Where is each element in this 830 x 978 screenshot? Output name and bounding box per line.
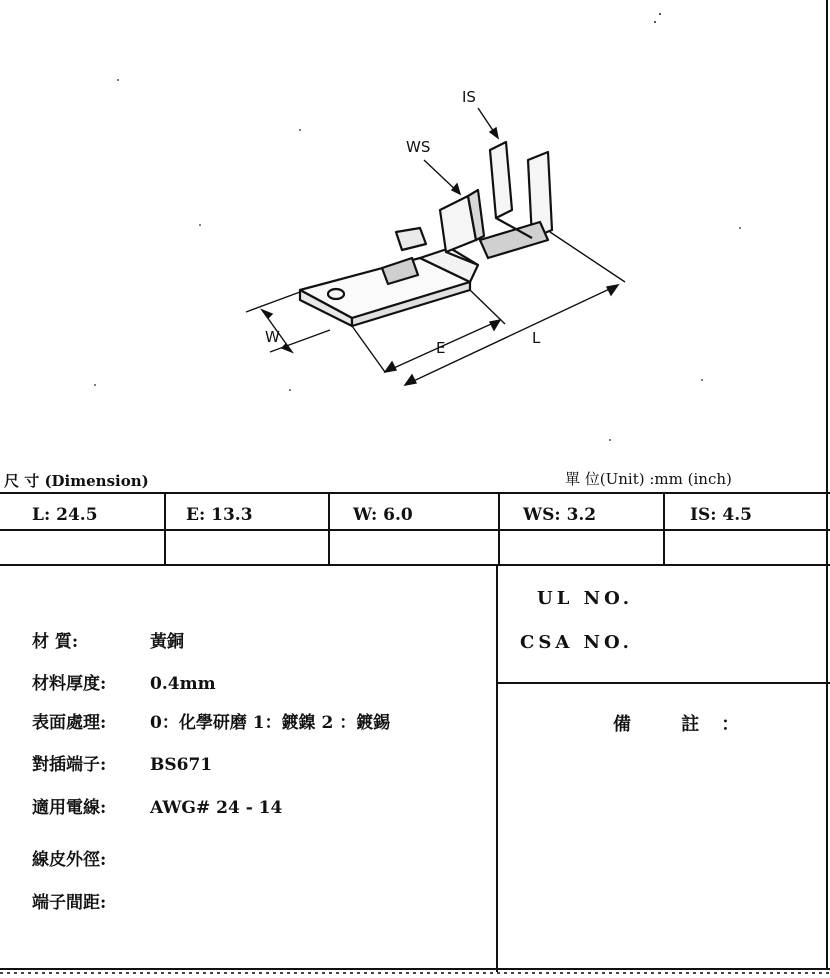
prop-label: 材料厚度: (32, 674, 107, 694)
terminal-drawing (0, 0, 830, 470)
prop-value: 0：化學研磨 1：鍍鎳 2 ：鍍錫 (150, 713, 391, 733)
prop-label: 端子間距: (32, 893, 107, 913)
dim-w: W: 6.0 (353, 505, 413, 525)
prop-material (32, 627, 184, 652)
label-w: W (265, 328, 280, 346)
dimension-title: 尺 寸 (Dimension) (4, 472, 149, 490)
prop-label: 適用電線: (32, 798, 107, 818)
prop-label: 材 質: (32, 632, 79, 652)
prop-surface (32, 708, 390, 733)
prop-value: BS671 (150, 755, 213, 775)
prop-mating (32, 750, 212, 775)
ul-number: UL NO. (537, 588, 633, 609)
prop-wire (32, 793, 282, 818)
dim-e: E: 13.3 (186, 505, 253, 525)
remarks-label: 備 註： (613, 714, 762, 735)
scan-noise (0, 972, 830, 974)
prop-label: 線皮外徑: (32, 850, 107, 870)
prop-thickness (32, 669, 216, 694)
prop-pitch (32, 888, 150, 913)
prop-value: 0.4mm (150, 674, 216, 694)
prop-value: 黃銅 (150, 632, 184, 652)
dim-ws: WS: 3.2 (523, 505, 597, 525)
label-e: E (436, 339, 446, 357)
csa-number: CSA NO. (520, 632, 633, 653)
unit-label: 單 位(Unit) :mm (inch) (565, 470, 732, 488)
terminal-shape (300, 142, 552, 326)
dim-is: IS: 4.5 (690, 505, 752, 525)
prop-insulation-od (32, 845, 150, 870)
label-l: L (532, 329, 541, 347)
dim-l: L: 24.5 (32, 505, 98, 525)
prop-value: AWG# 24 - 14 (150, 798, 283, 818)
prop-label: 對插端子: (32, 755, 107, 775)
label-ws: WS (406, 138, 431, 156)
prop-label: 表面處理: (32, 713, 107, 733)
label-is: IS (462, 88, 476, 106)
